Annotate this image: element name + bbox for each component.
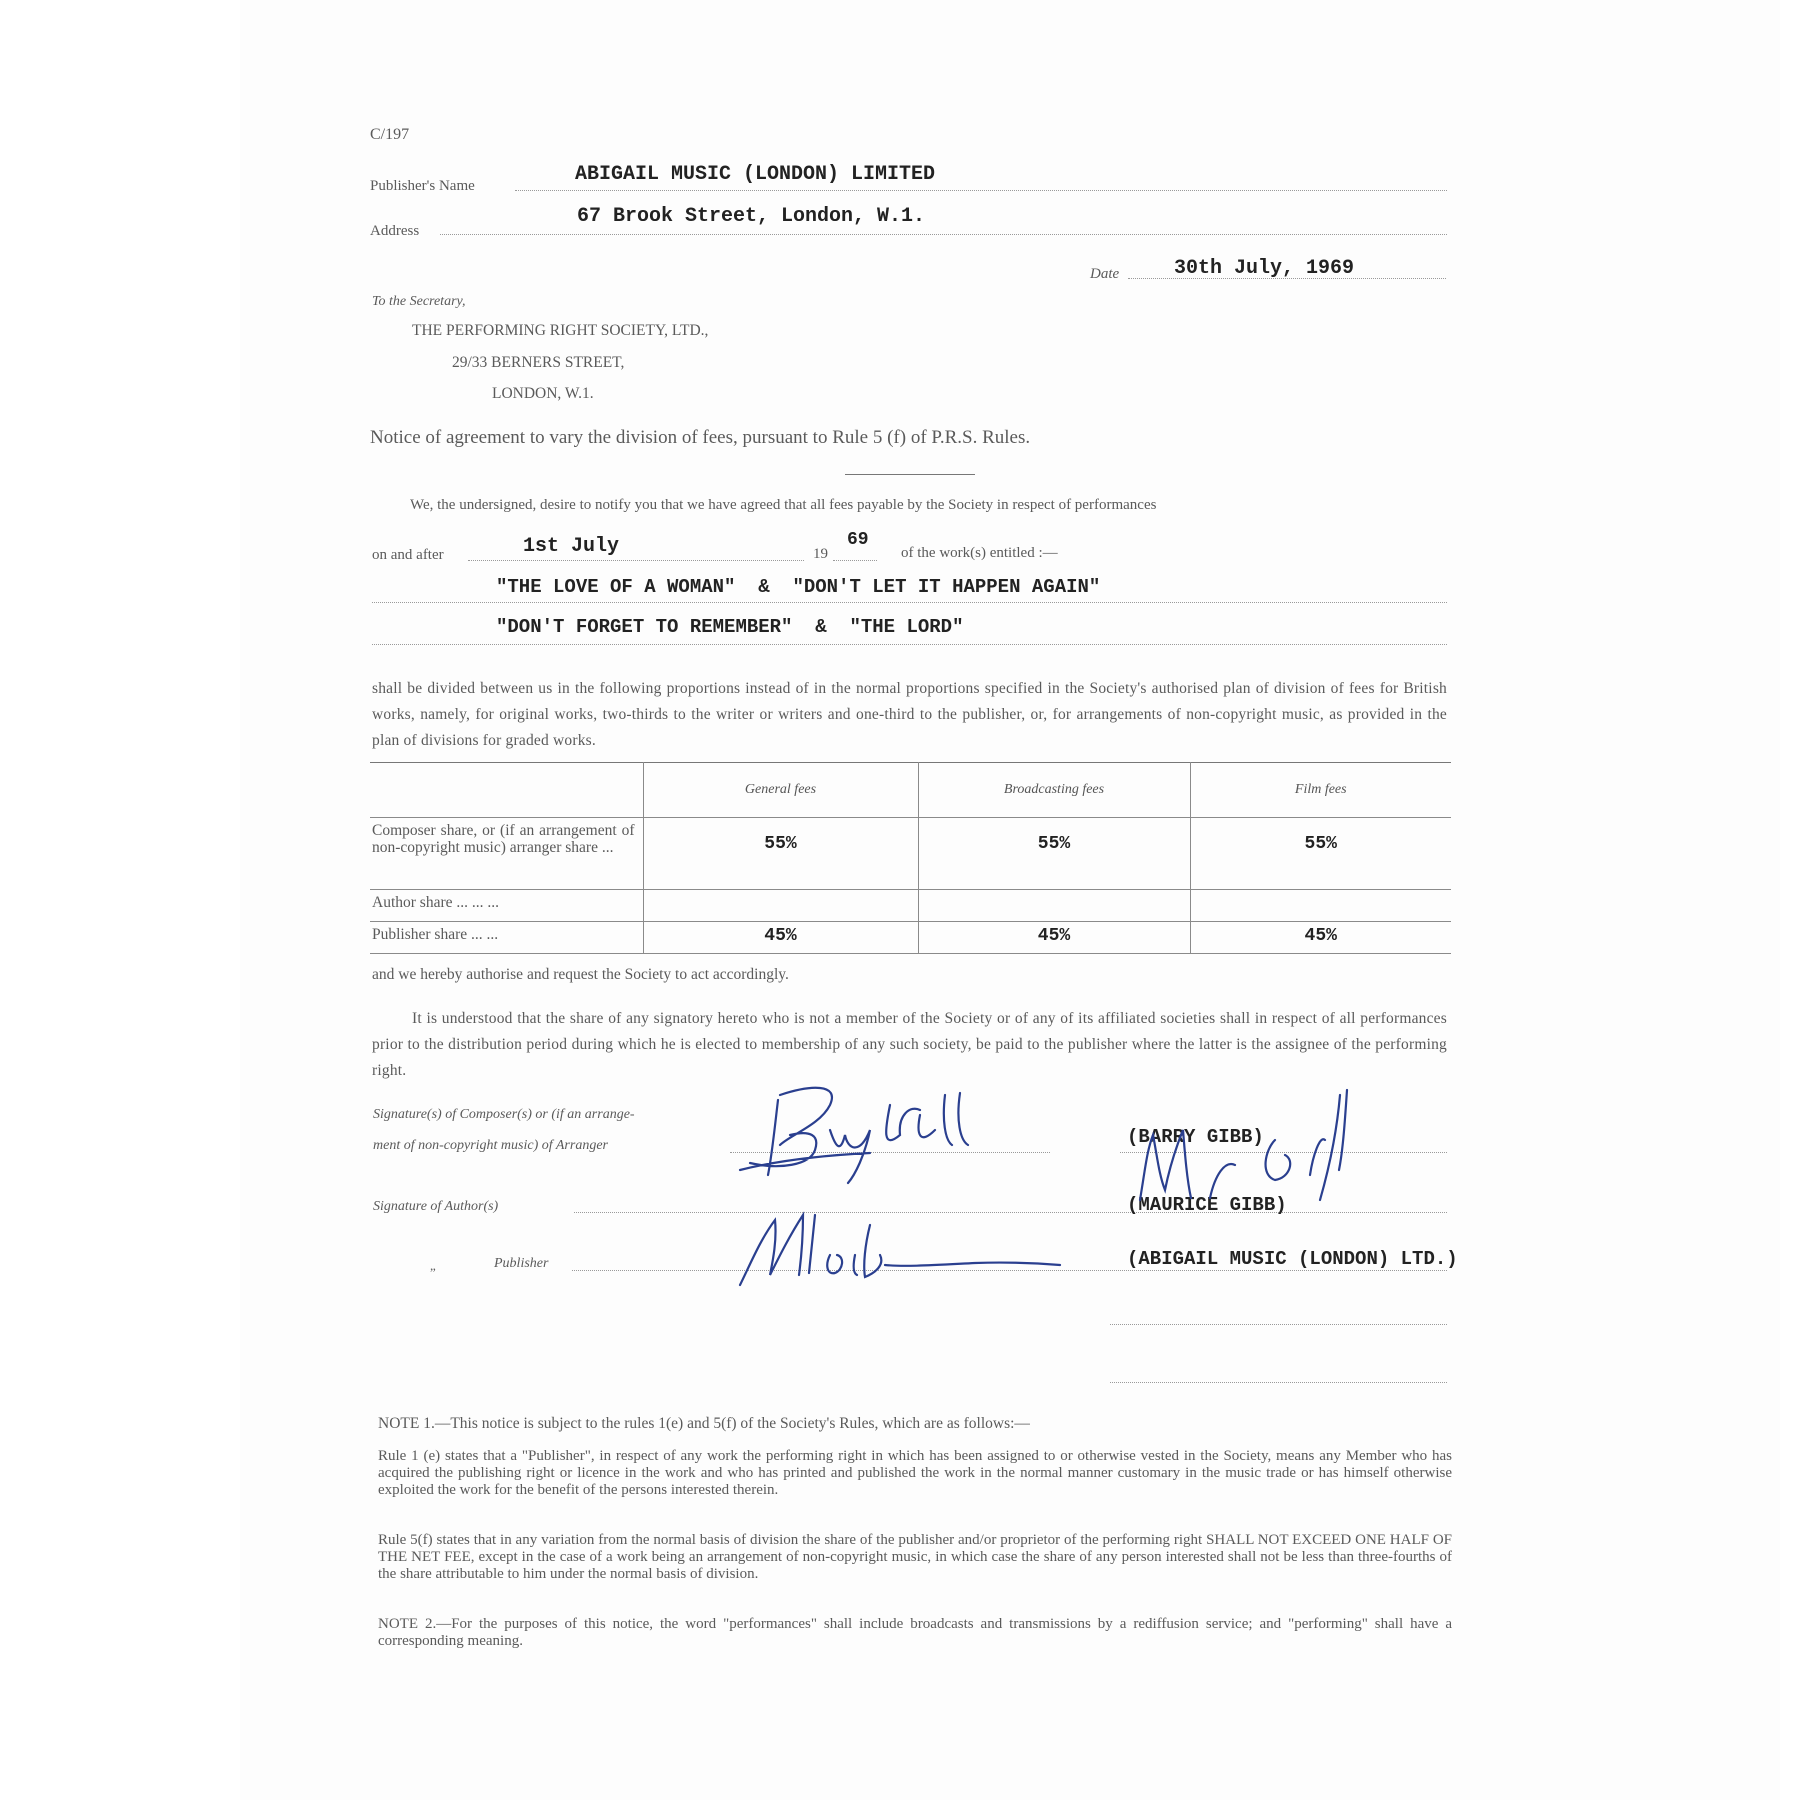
author-share-label: Author share ... ... ... (370, 890, 643, 922)
table-row (370, 922, 1451, 954)
publisher-signature (735, 1195, 1075, 1295)
publisher-address: 67 Brook Street, London, W.1. (577, 205, 926, 228)
publisher-name-label: Publisher's Name (370, 178, 475, 194)
barry-gibb-signature (720, 1075, 980, 1185)
effective-date: 1st July (523, 535, 620, 558)
recipient-line3: LONDON, W.1. (492, 385, 594, 402)
works-line2: "DON'T FORGET TO REMEMBER" & "THE LORD" (496, 616, 964, 638)
date-label: Date (1090, 266, 1120, 282)
understood-paragraph: It is understood that the share of any signatory hereto who is not a member of the Society or of any of its affiliated societies shall in respect of all performances prior to the distribution period during which he is elected to membership of any such society, be paid to the publisher where the latter is the assignee of the performing right. (372, 1010, 1447, 1079)
author-signature-label: Signature of Author(s) (373, 1199, 499, 1214)
header-film-fees: Film fees (1190, 763, 1451, 818)
name-barry-gibb: (BARRY GIBB) (1127, 1126, 1264, 1148)
publisher-share-label: Publisher share ... ... (370, 922, 643, 954)
year-suffix: 69 (847, 530, 869, 550)
date-value: 30th July, 1969 (1174, 257, 1355, 280)
author-film (1190, 890, 1451, 922)
fees-header-row (370, 763, 1451, 818)
works-line1-rule (372, 602, 1447, 603)
publisher-signature-label: Publisher (494, 1256, 549, 1271)
publisher-general: 45% (643, 922, 918, 954)
rule-1e: Rule 1 (e) states that a "Publisher", in respect of any work the performing right in which has been assigned to or otherwise vested in the Society, means any Member who has acquired the publishing right or licence in the work and who has printed and published the work in the normal manner customary in the music trade or has himself otherwise exploited the work for the benefit of the persons interested therein. (378, 1448, 1452, 1498)
on-and-after-label: on and after (372, 547, 444, 563)
fees-table (370, 762, 1451, 954)
works-line1: "THE LOVE OF A WOMAN" & "DON'T LET IT HAPPEN AGAIN" (496, 576, 1101, 598)
works-line2-rule (372, 644, 1447, 645)
author-general (643, 890, 918, 922)
header-general-fees: General fees (643, 763, 918, 818)
composer-signature-label-1: Signature(s) of Composer(s) or (if an arrange- (373, 1107, 635, 1122)
name-maurice-gibb: (MAURICE GIBB) (1127, 1194, 1287, 1216)
salutation: To the Secretary, (372, 294, 466, 309)
fees-corner (370, 763, 643, 818)
composer-share-label: Composer share, or (if an arrangement of non-copyright music) arranger share ... (370, 818, 643, 890)
authorise-text: and we hereby authorise and request the Society to act accordingly. (372, 966, 789, 983)
works-label: of the work(s) entitled :— (901, 545, 1058, 561)
recipient-line1: THE PERFORMING RIGHT SOCIETY, LTD., (412, 322, 709, 339)
header-broadcasting-fees: Broadcasting fees (918, 763, 1190, 818)
address-label: Address (370, 223, 420, 239)
maurice-gibb-signature (1125, 1080, 1365, 1210)
publisher-film: 45% (1190, 922, 1451, 954)
composer-broadcasting: 55% (918, 818, 1190, 890)
publisher-name: ABIGAIL MUSIC (LONDON) LIMITED (575, 163, 936, 186)
division-paragraph: shall be divided between us in the following proportions instead of in the normal proportions specified in the Society's authorised plan of division of fees for British works, namely, for original works, two-thirds to the writer or writers and one-third to the publisher, or, for arrangements of non-copyright music, as provided in the plan of divisions for graded works. (372, 680, 1447, 749)
composer-signature-label-2: ment of non-copyright music) of Arranger (373, 1138, 608, 1153)
year-prefix: 19 (813, 546, 828, 562)
form-code: C/197 (370, 126, 410, 143)
blank-line-2 (1110, 1382, 1447, 1383)
publisher-broadcasting: 45% (918, 922, 1190, 954)
effective-date-line (468, 560, 804, 561)
rule-5f: Rule 5(f) states that in any variation from the normal basis of division the share of the publisher and/or proprietor of the performing right SHALL NOT EXCEED ONE HALF OF THE NET FEE, except in the case of a work being an arrangement of non-copyright music, in which case the share of any person interested shall not be less than three-fourths of the share attributable to him under the normal basis of division. (378, 1532, 1452, 1582)
composer-general: 55% (643, 818, 918, 890)
note-1: NOTE 1.—This notice is subject to the rules 1(e) and 5(f) of the Society's Rules, which are as follows:— (378, 1415, 1030, 1432)
author-broadcasting (918, 890, 1190, 922)
publisher-name-line (515, 190, 1447, 191)
publisher-ditto: „ (430, 1258, 436, 1273)
notice-heading: Notice of agreement to vary the division of fees, pursuant to Rule 5 (f) of P.R.S. Rules. (370, 427, 1031, 448)
intro-text: We, the undersigned, desire to notify you that we have agreed that all fees payable by the Society in respect of performances (410, 497, 1157, 513)
note-2: NOTE 2.—For the purposes of this notice, the word "performances" shall include broadcasts and transmissions by a rediffusion service; and "performing" shall have a corresponding meaning. (378, 1616, 1452, 1649)
composer-film: 55% (1190, 818, 1451, 890)
year-line (833, 560, 877, 561)
table-row (370, 818, 1451, 890)
blank-line-1 (1110, 1324, 1447, 1325)
name-abigail-music: (ABIGAIL MUSIC (LONDON) LTD.) (1127, 1248, 1458, 1270)
table-row (370, 890, 1451, 922)
address-line (440, 234, 1447, 235)
heading-rule (845, 474, 975, 475)
recipient-line2: 29/33 BERNERS STREET, (452, 354, 625, 371)
